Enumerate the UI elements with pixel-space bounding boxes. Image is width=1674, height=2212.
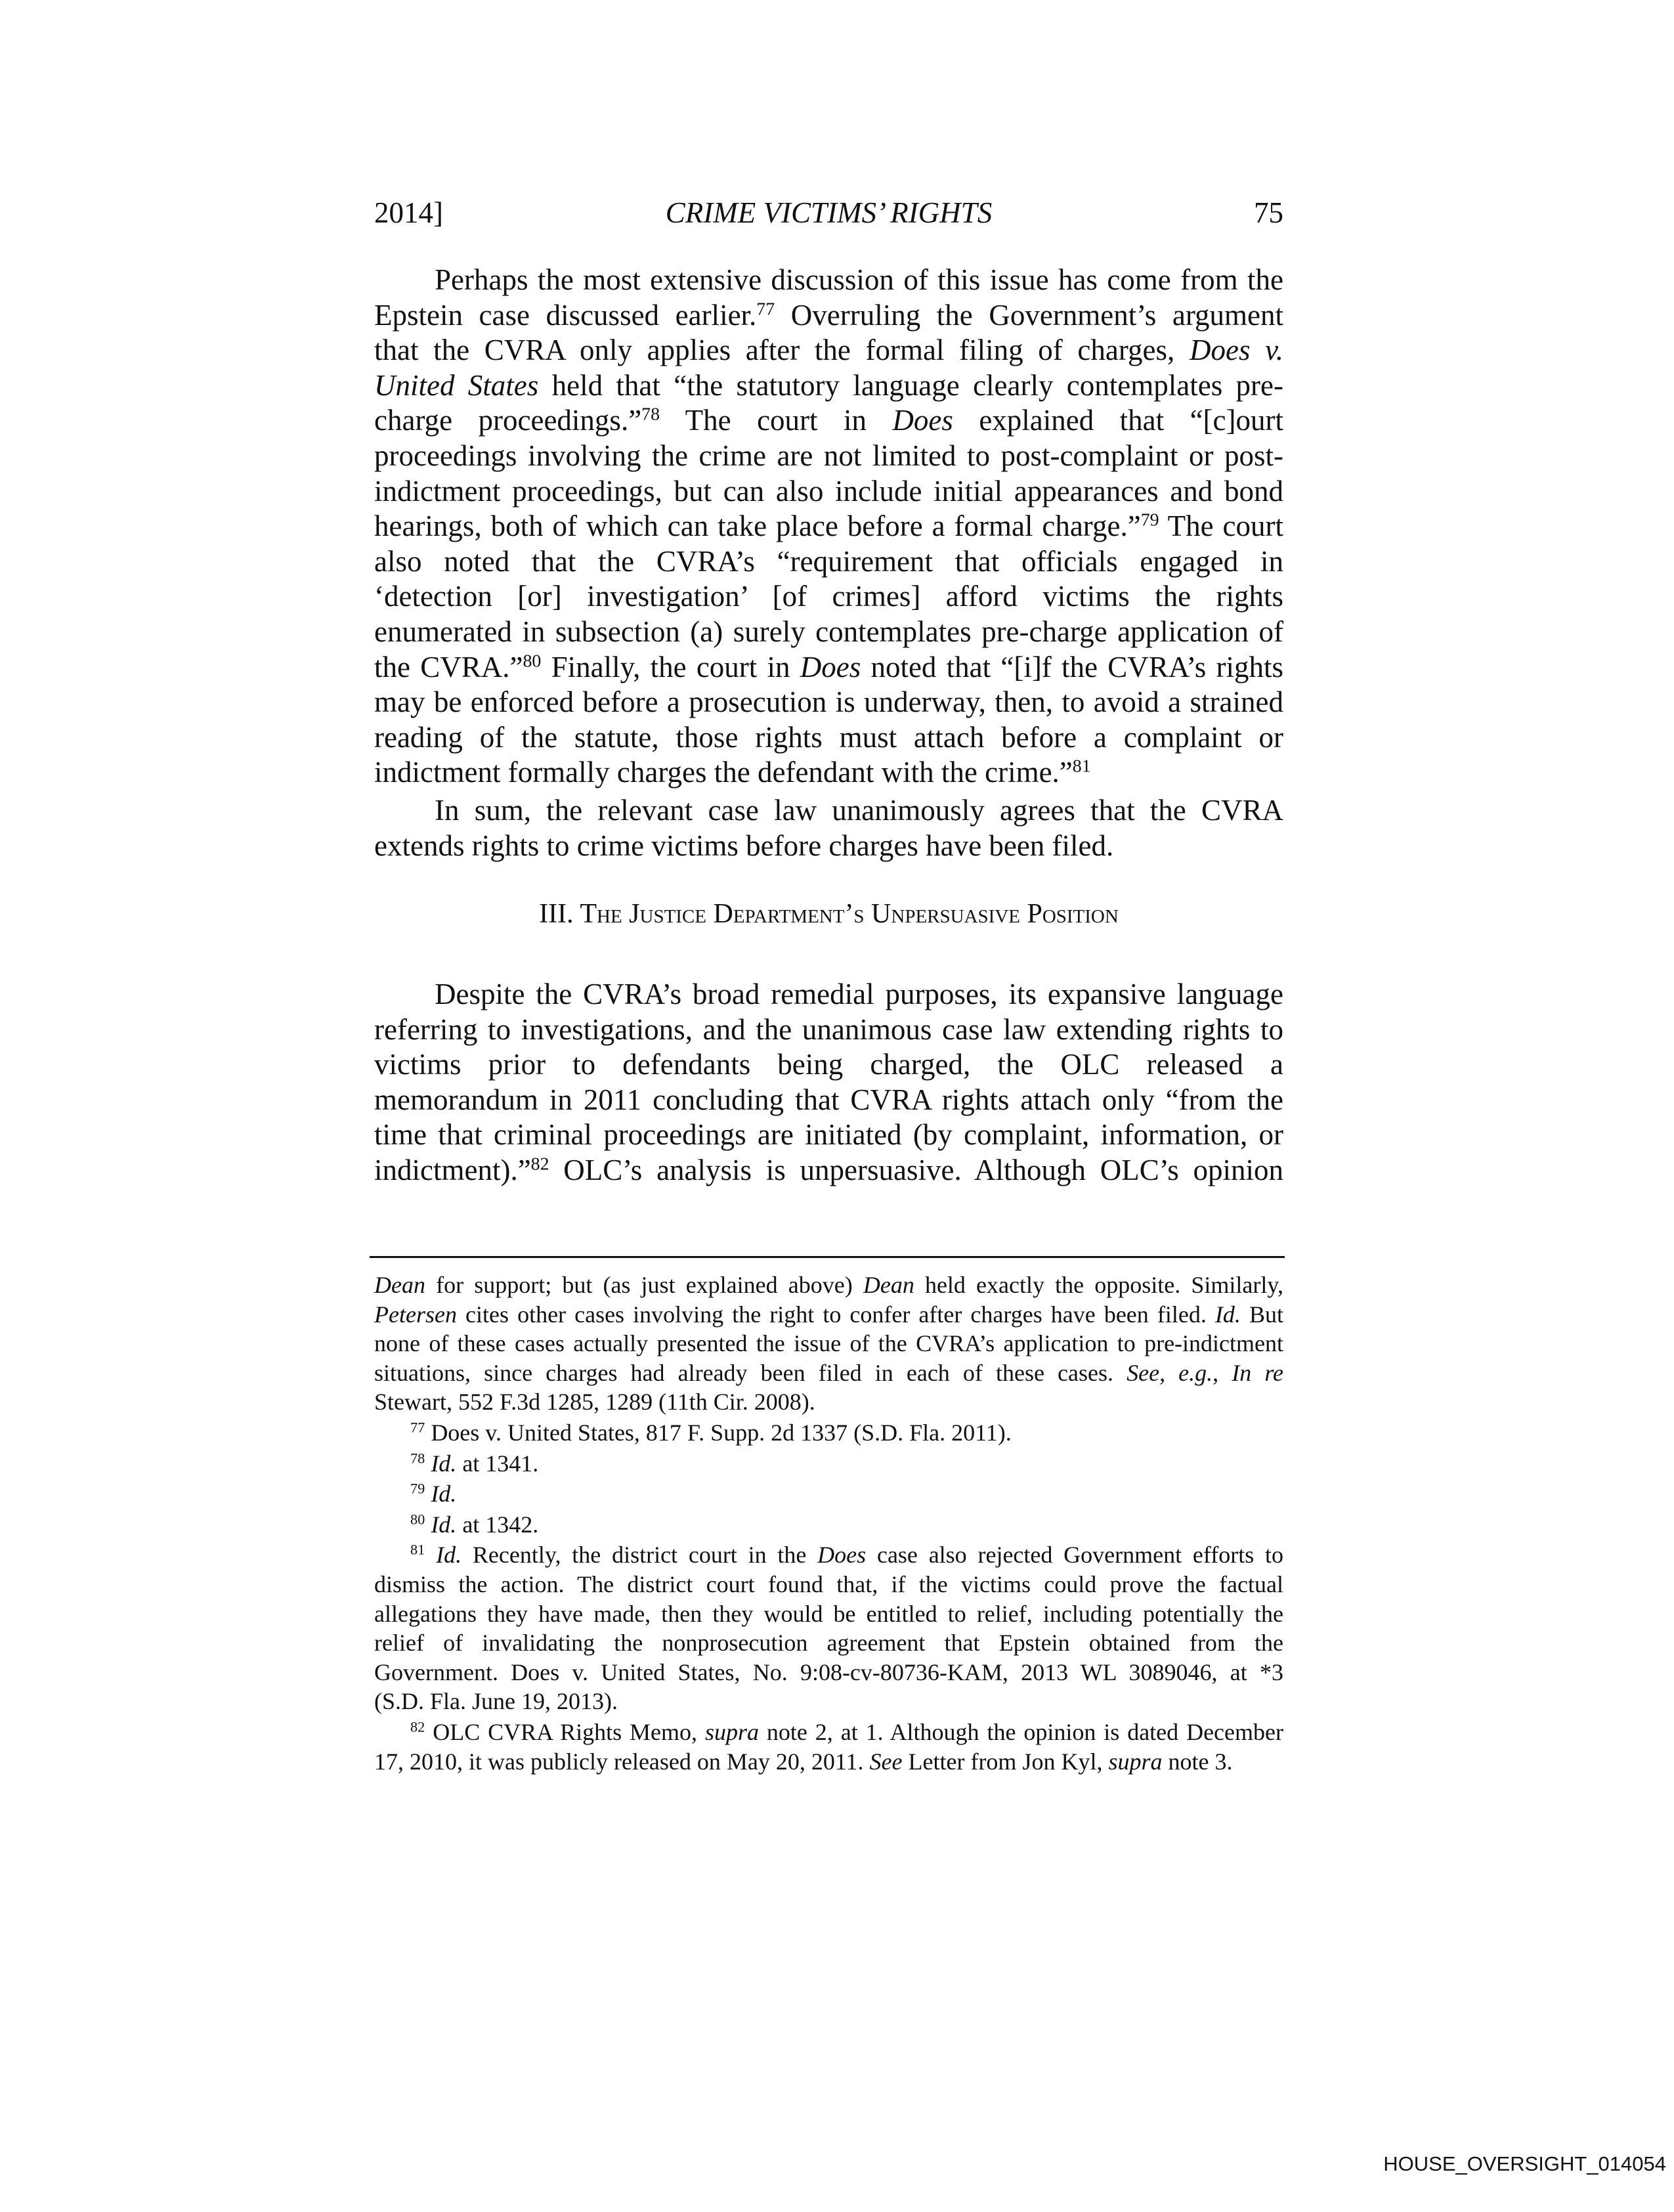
text: case also rejected Government efforts to (866, 1542, 1284, 1569)
text-line (374, 1540, 1283, 1570)
text: 17, 2010, it was publicly released on May 20, 2011. (374, 1748, 870, 1775)
footnote-ref: 78 (410, 1450, 425, 1467)
text-line (374, 579, 1283, 615)
header-year: 2014] (374, 196, 443, 229)
text: indictment proceedings, but can also include initial appearances and bond (374, 474, 1283, 508)
text-line (374, 1083, 1283, 1118)
text: time that criminal proceedings are initiated (by complaint, information, or (374, 1118, 1283, 1152)
text-line (374, 977, 1283, 1012)
footnote-ref: 79 (410, 1480, 425, 1497)
text: at 1341. (456, 1450, 539, 1477)
paragraph-2 (374, 793, 1283, 863)
text (425, 1481, 431, 1507)
text-line (374, 615, 1283, 650)
text-line (374, 1747, 1283, 1777)
text: allegations they have made, then they would be entitled to relief, including potentially the (374, 1600, 1283, 1627)
text: proceedings involving the crime are not limited to post-complaint or post- (374, 439, 1283, 472)
footnote (374, 1479, 1283, 1509)
italic-text: In re (1232, 1359, 1284, 1386)
text-line (374, 1300, 1283, 1330)
footnotes (374, 1269, 1283, 1776)
text: In sum, the relevant case law unanimously agrees that the CVRA (435, 794, 1283, 827)
text: But (1240, 1301, 1283, 1328)
text: reading of the statute, those rights must attach before a complaint or (374, 720, 1283, 754)
italic-text: supra (1108, 1748, 1163, 1775)
text: situations, since charges had already been filed in each of these cases. (374, 1359, 1127, 1386)
text: indictment).” (374, 1153, 531, 1186)
footnote-ref: 80 (410, 1511, 425, 1528)
text-line (374, 685, 1283, 720)
italic-text: Does (892, 404, 953, 437)
italic-text: Id. (1214, 1301, 1241, 1328)
text: extends rights to crime victims before charges have been filed. (374, 829, 1114, 862)
text-line (374, 1047, 1283, 1083)
text: relief of invalidating the nonprosecution agreement that Epstein obtained from the (374, 1630, 1283, 1657)
text: held that “the statutory language clearly contemplates pre- (538, 368, 1283, 402)
footnote-ref: 78 (641, 404, 660, 425)
text: at 1342. (456, 1511, 539, 1538)
footnote (374, 1270, 1283, 1417)
footnote-ref: 77 (756, 299, 775, 320)
footnote (374, 1418, 1283, 1448)
text-line (374, 368, 1283, 404)
text-line (374, 1599, 1283, 1629)
text: Stewart, 552 F.3d 1285, 1289 (11th Cir. 2008). (374, 1389, 815, 1416)
text-line (374, 1012, 1283, 1048)
text-line (374, 1687, 1283, 1716)
text-line (374, 793, 1283, 829)
text: memorandum in 2011 concluding that CVRA rights attach only “from the (374, 1083, 1283, 1116)
text: indictment formally charges the defendant with the crime.” (374, 756, 1073, 789)
text: hearings, both of which can take place before a formal charge.” (374, 510, 1141, 543)
text-line (374, 720, 1283, 756)
footnote-ref: 81 (1072, 756, 1091, 777)
italic-text: Does (817, 1542, 867, 1569)
text: ‘detection [or] investigation’ [of crimes] afford victims the rights (374, 580, 1283, 613)
header-title: CRIME VICTIMS’ RIGHTS (665, 196, 993, 229)
text-line (374, 1479, 1283, 1509)
text-line (374, 439, 1283, 474)
text-line (374, 1449, 1283, 1479)
text: also noted that the CVRA’s “requirement that officials engaged in (374, 544, 1283, 578)
text (425, 1450, 431, 1477)
text: , (1213, 1359, 1232, 1386)
footnote-ref: 81 (410, 1542, 425, 1559)
italic-text: Does (800, 650, 861, 683)
italic-text: United States (374, 368, 539, 402)
text: note 2, at 1. Although the opinion is dated December (758, 1718, 1283, 1745)
text: Does v. United States, 817 F. Supp. 2d 1337 (S.D. Fla. 2011). (425, 1419, 1012, 1446)
footnote (374, 1449, 1283, 1479)
text-line (374, 1358, 1283, 1388)
text: Despite the CVRA’s broad remedial purposes, its expansive language (435, 978, 1283, 1010)
paragraph-1 (374, 263, 1283, 791)
text-line (374, 1117, 1283, 1153)
italic-text: supra (704, 1718, 759, 1745)
italic-text: Dean (374, 1272, 425, 1298)
text-line (374, 1270, 1283, 1300)
text: OLC’s analysis is unpersuasive. Although OLC’s opinion (549, 1153, 1283, 1186)
section-heading: III. The Justice Department’s Unpersuasive Position (539, 899, 1119, 929)
text-line (374, 1570, 1283, 1599)
italic-text: Dean (863, 1272, 914, 1298)
text: held exactly the opposite. Similarly, (914, 1272, 1283, 1298)
text-line (374, 1628, 1283, 1658)
text: for support; but (as just explained above) (425, 1272, 863, 1298)
italic-text: Id. (431, 1511, 457, 1538)
text-line (374, 1718, 1283, 1747)
text-line (374, 1418, 1283, 1448)
italic-text: Id. (436, 1542, 462, 1569)
text: (S.D. Fla. June 19, 2013). (374, 1688, 618, 1715)
italic-text: Does v. (1189, 334, 1284, 367)
text-line (374, 1510, 1283, 1540)
text: Epstein case discussed earlier. (374, 298, 757, 332)
text: The court in (660, 404, 893, 437)
text: victims prior to defendants being charged, the OLC released a (374, 1048, 1283, 1081)
text-line (374, 1153, 1283, 1188)
text: the CVRA.” (374, 650, 523, 683)
text: Overruling the Government’s argument (775, 298, 1283, 332)
footnote-divider (370, 1256, 1285, 1258)
text-line (374, 474, 1283, 510)
italic-text: Id. (431, 1450, 457, 1477)
text: Perhaps the most extensive discussion of this issue has come from the (435, 263, 1283, 296)
footnote-ref: 77 (410, 1419, 425, 1436)
text-line (374, 1658, 1283, 1687)
italic-text: Petersen (374, 1301, 457, 1328)
italic-text: See, e.g. (1127, 1359, 1213, 1386)
footnote-ref: 79 (1140, 510, 1159, 531)
text: The court (1159, 510, 1283, 543)
footnote (374, 1510, 1283, 1540)
footnote-ref: 82 (530, 1154, 549, 1175)
text-line (374, 263, 1283, 298)
running-header (374, 194, 1283, 231)
text: referring to investigations, and the unanimous case law extending rights to (374, 1012, 1283, 1046)
text: may be enforced before a prosecution is underway, then, to avoid a strained (374, 685, 1283, 719)
text: Government. Does v. United States, No. 9:08-cv-80736-KAM, 2013 WL 3089046, at *3 (374, 1659, 1283, 1685)
text-line (374, 403, 1283, 439)
text-line (374, 1329, 1283, 1358)
bates-stamp: HOUSE_OVERSIGHT_014054 (1383, 2152, 1666, 2175)
text: charge proceedings.” (374, 404, 642, 437)
text (425, 1542, 436, 1568)
footnote (374, 1718, 1283, 1776)
text: OLC CVRA Rights Memo, (425, 1718, 705, 1745)
text-line (374, 1387, 1283, 1417)
text: noted that “[i]f the CVRA’s rights (861, 650, 1283, 683)
text: explained that “[c]ourt (953, 404, 1283, 437)
text: enumerated in subsection (a) surely contemplates pre-charge application of (374, 615, 1283, 648)
text: none of these cases actually presented the issue of the CVRA’s application to pre-indictment (374, 1330, 1283, 1357)
text-line (374, 544, 1283, 580)
text: Finally, the court in (541, 650, 800, 683)
text-line (374, 509, 1283, 544)
italic-text: Id. (431, 1481, 457, 1507)
text-line (374, 755, 1283, 791)
text-line (374, 650, 1283, 685)
text: that the CVRA only applies after the formal filing of charges, (374, 334, 1190, 367)
text: cites other cases involving the right to confer after charges have been filed. (456, 1301, 1215, 1328)
text: Letter from Jon Kyl, (902, 1748, 1109, 1775)
footnote-ref: 80 (523, 651, 542, 672)
text: dismiss the action. The district court found that, if the victims could prove the factual (374, 1571, 1283, 1597)
text: note 3. (1162, 1748, 1233, 1775)
text (425, 1511, 431, 1538)
text-line (374, 829, 1283, 864)
italic-text: See (869, 1748, 903, 1775)
footnote-ref: 82 (410, 1718, 425, 1735)
text-line (374, 333, 1283, 368)
text-line (374, 298, 1283, 334)
text: Recently, the district court in the (461, 1542, 818, 1569)
footnote (374, 1540, 1283, 1716)
page-number: 75 (1254, 196, 1283, 229)
paragraph-3 (374, 977, 1283, 1188)
